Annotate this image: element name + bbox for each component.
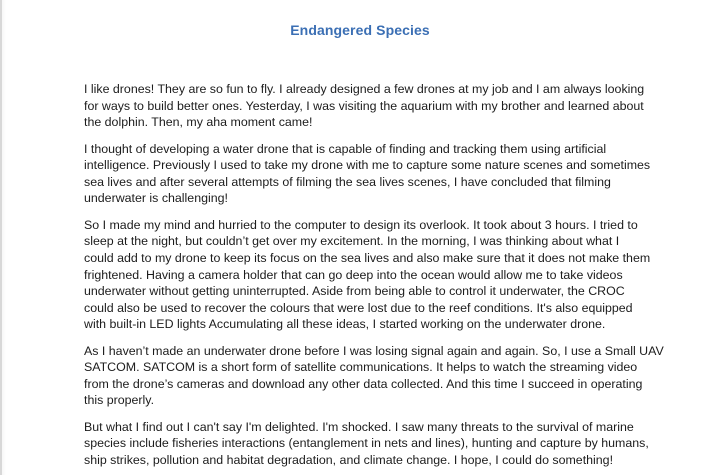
- document-body: [84, 81, 684, 475]
- text-line: I like drones! They are so fun to fly. I already designed a few drones at my job and I am always looking: [84, 82, 645, 96]
- paragraph-4: [84, 343, 684, 409]
- document-title: Endangered Species: [290, 22, 430, 38]
- paragraph-1: [84, 81, 684, 131]
- text-line: the dolphin. Then, my aha moment came!: [84, 115, 313, 130]
- text-line: for ways to build better ones. Yesterday, I was visiting the aquarium with my brother and learned about: [84, 98, 644, 113]
- text-line: I thought of developing a water drone that is capable of finding and tracking them using artificial: [84, 141, 607, 156]
- paragraph-3: [84, 217, 684, 333]
- text-line: ship strikes, pollution and habitat degradation, and climate change. I hope, I could do something!: [84, 453, 614, 468]
- text-line: As I haven’t made an underwater drone before I was losing signal again and again. So, I use a Small UAV: [84, 343, 664, 358]
- text-line: from the drone’s cameras and download any other data collected. And this time I succeed in operating: [84, 376, 643, 391]
- text-line: frightened. Having a camera holder that can go deep into the ocean would allow me to take videos: [84, 267, 623, 282]
- page-edge-shadow: [0, 0, 2, 475]
- text-line: could also be used to recover the colours that were lost due to the reef conditions. It's also equipped: [84, 300, 633, 315]
- text-line: But what I find out I can't say I'm delighted. I'm shocked. I saw many threats to the survival of marine: [84, 419, 634, 434]
- text-line: underwater is challenging!: [84, 191, 228, 206]
- paragraph-5: [84, 419, 684, 469]
- text-line: intelligence. Previously I used to take my drone with me to capture some nature scenes and sometimes: [84, 158, 651, 173]
- text-line: So I made my mind and hurried to the computer to design its overlook. It took about 3 hours. I tried to: [84, 217, 638, 232]
- text-line: sleep at the night, but couldn’t get over my excitement. In the morning, I was thinking about what I: [84, 234, 620, 249]
- text-line: underwater without getting uninterrupted. Aside from being able to control it underwater, the CROC: [84, 284, 625, 299]
- text-line: this properly.: [84, 393, 155, 408]
- paragraph-2: [84, 141, 684, 207]
- text-line: SATCOM. SATCOM is a short form of satellite communications. It helps to watch the streaming video: [84, 360, 638, 375]
- text-line: species include fisheries interactions (entanglement in nets and lines), hunting and capture by humans,: [84, 436, 649, 451]
- text-line: sea lives and after several attempts of filming the sea lives scenes, I have concluded that filming: [84, 174, 611, 189]
- text-line: with built-in LED lights Accumulating all these ideas, I started working on the underwater drone.: [84, 317, 606, 332]
- text-line: could add to my drone to keep its focus on the sea lives and also make sure that it does not make them: [84, 250, 651, 265]
